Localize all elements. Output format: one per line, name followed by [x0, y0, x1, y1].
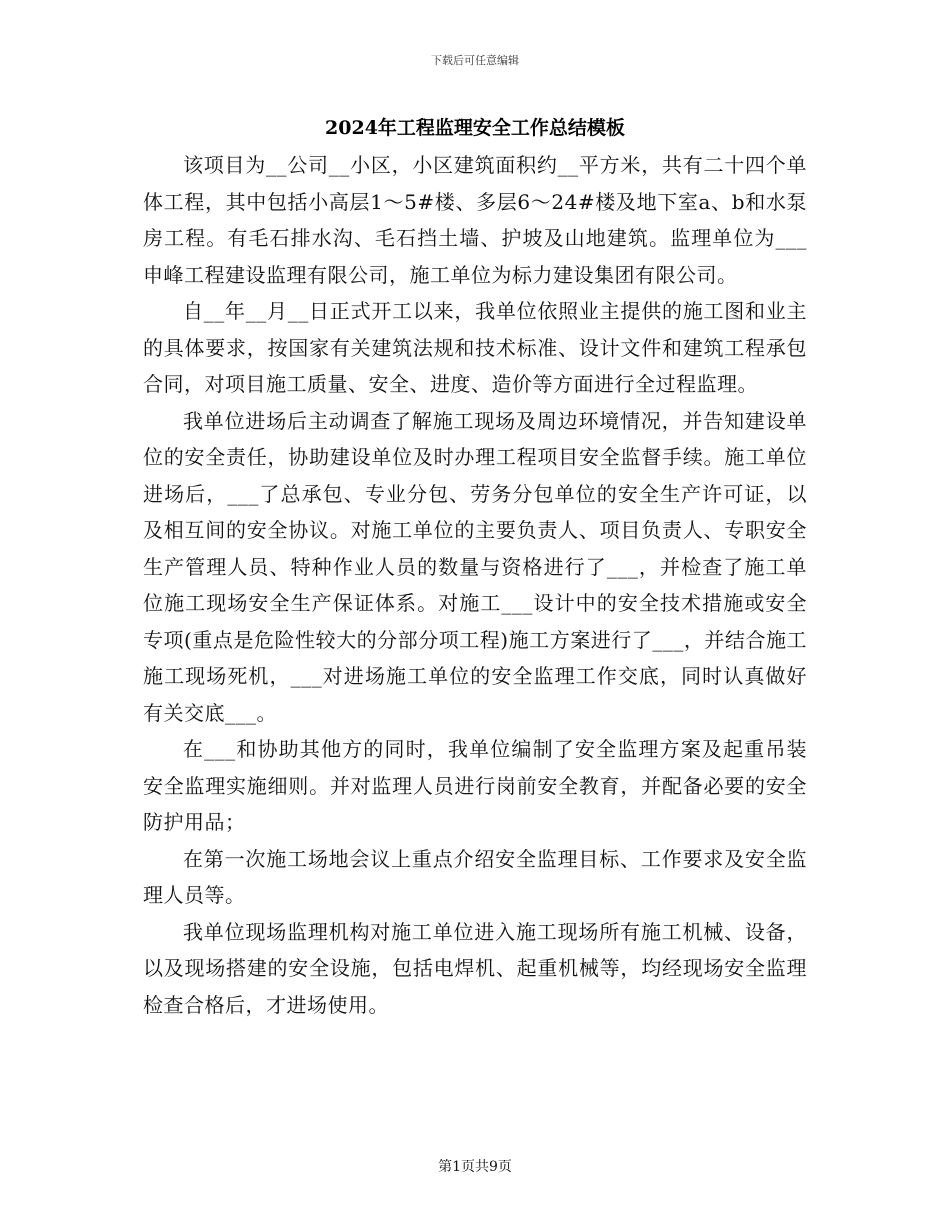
paragraph-equipment-inspection: 我单位现场监理机构对施工单位进入施工现场所有施工机械、设备，以及现场搭建的安全设施，包括电焊机、起重机械等，均经现场安全监理检查合格后，才进场使用。: [143, 919, 807, 1017]
paragraph-construction-start: 自__年__月__日正式开工以来，我单位依照业主提供的施工图和业主的具体要求，按国家有关建筑法规和技术标准、设计文件和建筑工程承包合同，对项目施工质量、安全、进度、造价等方面进行全过程监理。: [143, 299, 807, 396]
paragraph-supervision-plan: 在___和协助其他方的同时，我单位编制了安全监理方案及起重吊装安全监理实施细则。并对监理人员进行岗前安全教育，并配备必要的安全防护用品；: [143, 737, 807, 834]
document-title: 2024年工程监理安全工作总结模板: [325, 117, 625, 139]
paragraph-project-overview: 该项目为__公司__小区，小区建筑面积约__平方米，共有二十四个单体工程，其中包括小高层1～5#楼、多层6～24#楼及地下室a、b和水泵房工程。有毛石排水沟、毛石挡土墙、护坡及山地建筑。监理单位为___申峰工程建设监理有限公司，施工单位为标力建设集团有限公司。: [143, 153, 807, 287]
page-number: 第1页共9页: [438, 1159, 512, 1175]
paragraph-site-entry-checks: 我单位进场后主动调查了解施工现场及周边环境情况，并告知建设单位的安全责任，协助建设单位及时办理工程项目安全监督手续。施工单位进场后，___了总承包、专业分包、劳务分包单位的安全生产许可证，以及相互间的安全协议。对施工单位的主要负责人、项目负责人、专职安全生产管理人员、特种作业人员的数量与资格进行了___，并检查了施工单位施工现场安全生产保证体系。对施工___设计中的安全技术措施或安全专项(重点是危险性较大的分部分项工程)施工方案进行了___，并结合施工施工现场死机，___对进场施工单位的安全监理工作交底，同时认真做好有关交底___。: [143, 408, 807, 725]
document-body: [143, 147, 807, 1023]
paragraph-first-site-meeting: 在第一次施工场地会议上重点介绍安全监理目标、工作要求及安全监理人员等。: [143, 846, 807, 907]
page-header-note: 下载后可任意编辑: [431, 54, 519, 67]
